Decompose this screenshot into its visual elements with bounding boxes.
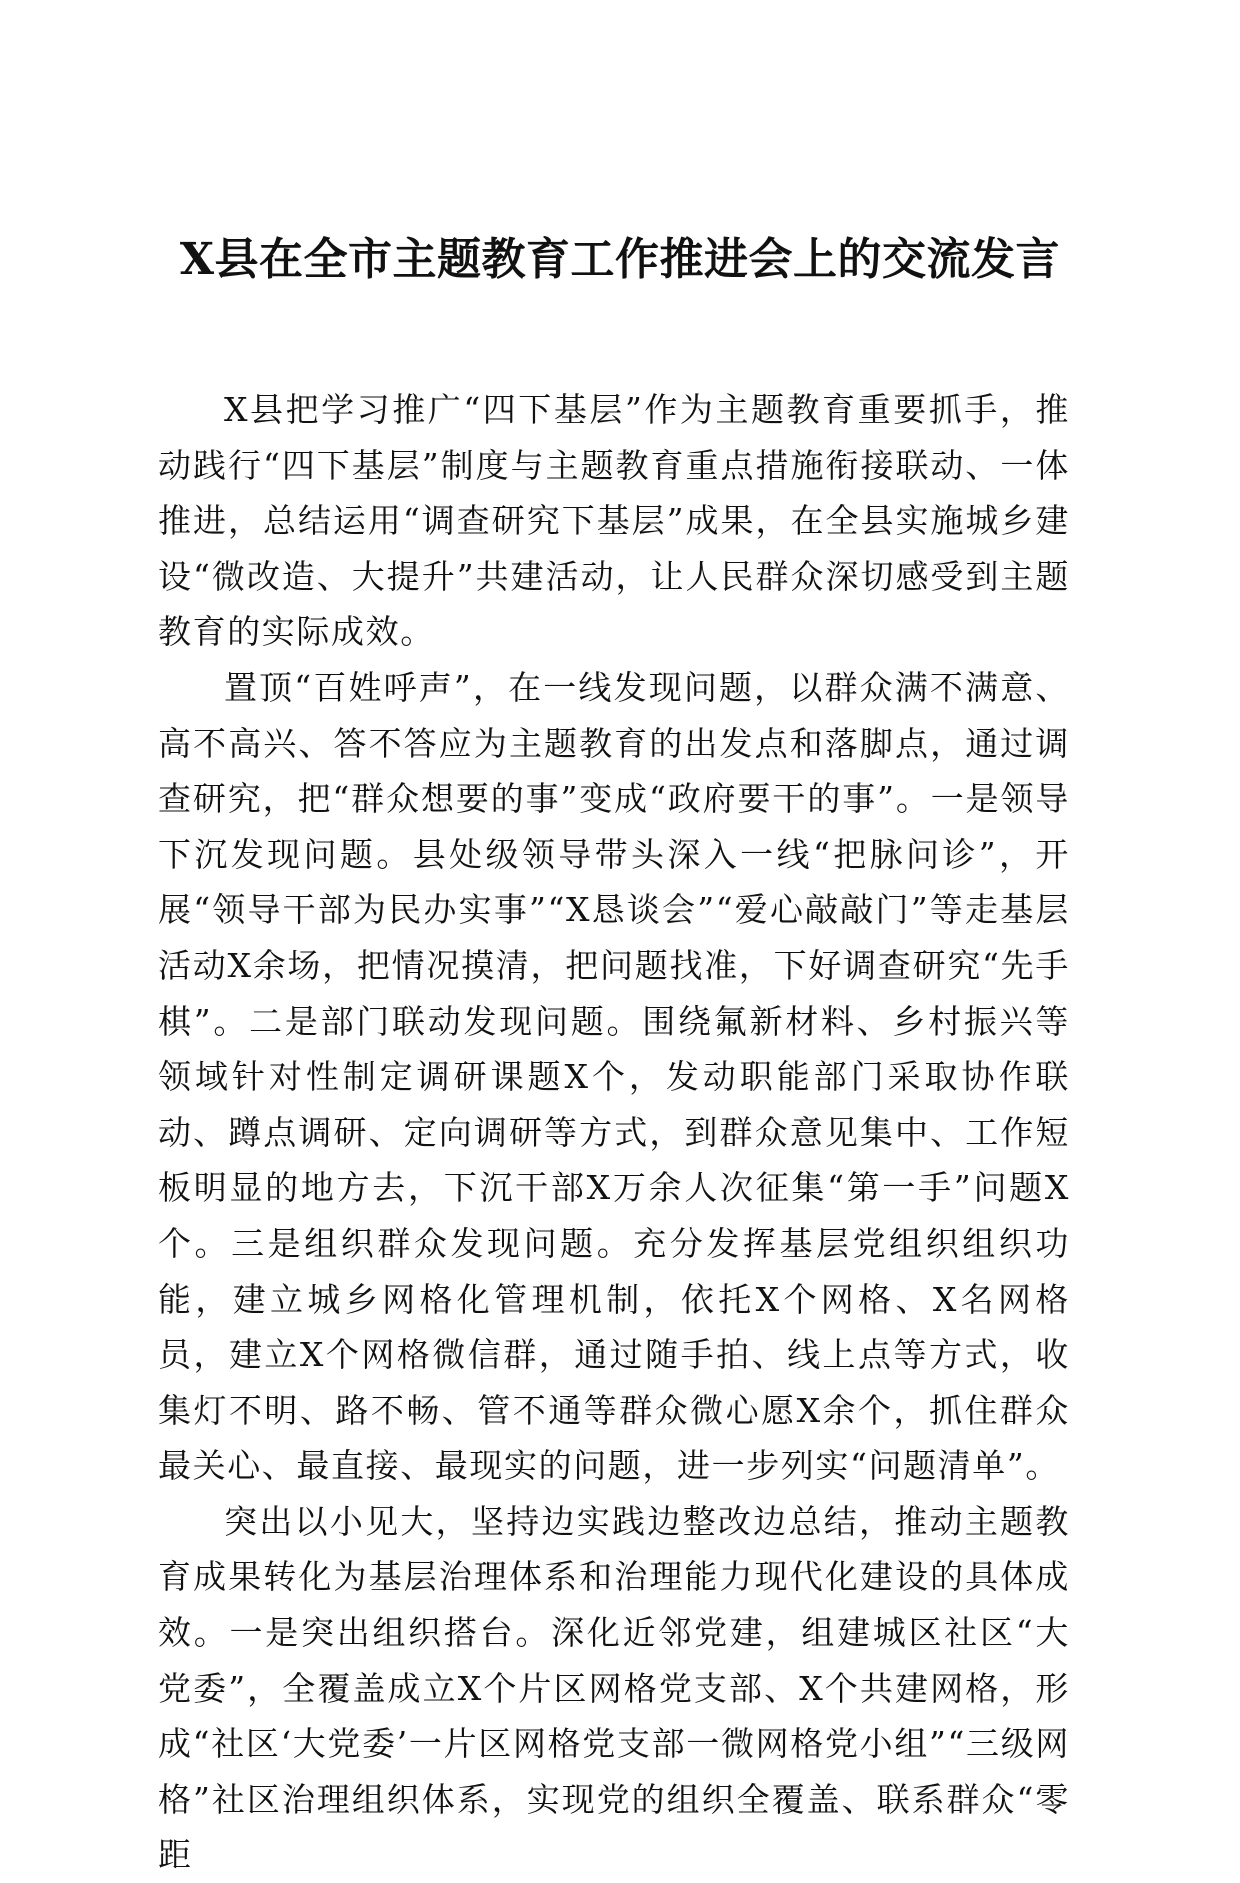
paragraph-problem-discovery: 置顶“百姓呼声”，在一线发现问题，以群众满不满意、高不高兴、答不答应为主题教育的出发点和落脚点，通过调查研究，把“群众想要的事”变成“政府要干的事”。一是领导下沉发现问题。县处级领导带头深入一线“把脉问诊”，开展“领导干部为民办实事”“X恳谈会”“爱心敲敲门”等走基层活动X余场，把情况摸清，把问题找准，下好调查研究“先手棋”。二是部门联动发现问题。围绕氟新材料、乡村振兴等领域针对性制定调研课题X个，发动职能部门采取协作联动、蹲点调研、定向调研等方式，到群众意见集中、工作短板明显的地方去，下沉干部X万余人次征集“第一手”问题X个。三是组织群众发现问题。充分发挥基层党组织组织功能，建立城乡网格化管理机制，依托X个网格、X名网格员，建立X个网格微信群，通过随手拍、线上点等方式，收集灯不明、路不畅、管不通等群众微心愿X余个，抓住群众最关心、最直接、最现实的问题，进一步列实“问题清单”。 [158,667,1070,1486]
document-body [158,382,1070,1883]
paragraph-results-transformation: 突出以小见大，坚持边实践边整改边总结，推动主题教育成果转化为基层治理体系和治理能力现代化建设的具体成效。一是突出组织搭台。深化近邻党建，组建城区社区“大党委”，全覆盖成立X个片区网格党支部、X个共建网格，形成“社区‘大党委’一片区网格党支部一微网格党小组”“三级网格”社区治理组织体系，实现党的组织全覆盖、联系群众“零距 [158,1501,1070,1875]
document-title: X县在全市主题教育工作推进会上的交流发言 [179,234,1061,285]
paragraph-intro: X县把学习推广“四下基层”作为主题教育重要抓手，推动践行“四下基层”制度与主题教育重点措施衔接联动、一体推进，总结运用“调查研究下基层”成果，在全县实施城乡建设“微改造、大提升”共建活动，让人民群众深切感受到主题教育的实际成效。 [158,390,1070,652]
